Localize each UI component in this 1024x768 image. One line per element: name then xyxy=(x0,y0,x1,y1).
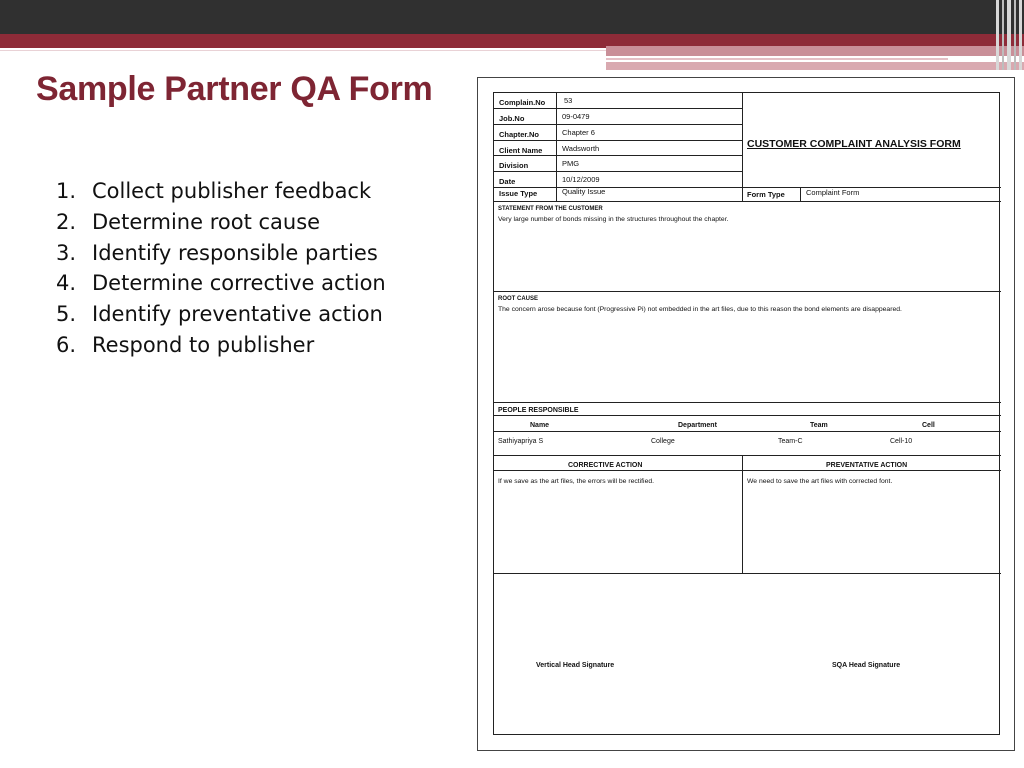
step-item xyxy=(56,176,386,207)
people-cell: Cell-10 xyxy=(890,438,913,445)
step-item xyxy=(56,330,386,361)
people-department: College xyxy=(651,438,675,445)
field-value: 10/12/2009 xyxy=(562,175,600,184)
people-col-name: Name xyxy=(530,422,550,429)
field-value: Wadsworth xyxy=(562,144,600,153)
step-text: Identify responsible parties xyxy=(92,240,378,265)
field-label: Complain.No xyxy=(499,98,546,107)
field-label: Division xyxy=(499,161,529,170)
statement-text: Very large number of bonds missing in the structures throughout the chapter. xyxy=(498,216,729,223)
statement-heading: STATEMENT FROM THE CUSTOMER xyxy=(498,206,603,212)
field-value: Chapter 6 xyxy=(562,128,595,137)
step-number: 5. xyxy=(56,302,77,327)
header-pink-stripe xyxy=(606,46,1024,56)
step-number: 1. xyxy=(56,179,77,203)
field-value: 53 xyxy=(564,96,573,105)
step-number: 2. xyxy=(56,209,77,234)
vertical-head-signature: Vertical Head Signature xyxy=(536,662,615,669)
people-col-department: Department xyxy=(678,422,717,429)
step-number: 4. xyxy=(56,271,77,296)
field-label: Issue Type xyxy=(499,189,538,198)
people-heading: PEOPLE RESPONSIBLE xyxy=(498,407,579,414)
header-thin-line xyxy=(0,50,606,51)
slide-title: Sample Partner QA Form xyxy=(36,70,433,108)
steps-list xyxy=(56,176,386,361)
field-label: Job.No xyxy=(499,114,525,123)
preventative-text: We need to save the art files with corrected font. xyxy=(747,478,893,485)
qa-form-frame xyxy=(493,92,1000,735)
header-band xyxy=(0,0,1024,34)
people-name: Sathiyapriya S xyxy=(498,438,544,445)
field-label: Date xyxy=(499,177,516,186)
step-number: 6. xyxy=(56,332,77,357)
root-cause-heading: ROOT CAUSE xyxy=(498,296,539,302)
root-cause-text: The concern arose because font (Progressive Pi) not embedded in the art files, due to this reason the bond elements are disappeared. xyxy=(498,306,902,313)
people-col-team: Team xyxy=(810,422,828,429)
form-type-label: Form Type xyxy=(747,190,785,199)
header-pink-line xyxy=(606,58,948,60)
people-team: Team-C xyxy=(778,438,803,445)
step-text: Identify preventative action xyxy=(92,302,383,327)
form-type-value: Complaint Form xyxy=(806,188,860,197)
qa-form-image xyxy=(477,77,1015,751)
corrective-heading: CORRECTIVE ACTION xyxy=(568,462,643,469)
sqa-head-signature: SQA Head Signature xyxy=(832,662,901,669)
header-vertical-bars xyxy=(994,0,1024,70)
step-text: Determine root cause xyxy=(92,209,321,234)
step-item xyxy=(56,238,386,269)
step-text: Collect publisher feedback xyxy=(92,179,372,203)
step-item xyxy=(56,268,386,299)
corrective-text: If we save as the art files, the errors will be rectified. xyxy=(498,478,655,485)
field-value: PMG xyxy=(562,159,580,168)
step-item xyxy=(56,207,386,238)
step-item xyxy=(56,299,386,330)
step-number: 3. xyxy=(56,240,77,265)
step-text: Respond to publisher xyxy=(92,332,315,357)
field-label: Chapter.No xyxy=(499,130,540,139)
form-title: CUSTOMER COMPLAINT ANALYSIS FORM xyxy=(747,138,961,150)
header-pink-stripe-lower xyxy=(606,62,1024,70)
preventative-heading: PREVENTATIVE ACTION xyxy=(826,462,908,469)
step-text: Determine corrective action xyxy=(92,271,386,296)
field-value: 09-0479 xyxy=(562,112,590,121)
people-col-cell: Cell xyxy=(922,422,935,429)
field-label: Client Name xyxy=(499,146,543,155)
field-value: Quality Issue xyxy=(562,187,606,196)
